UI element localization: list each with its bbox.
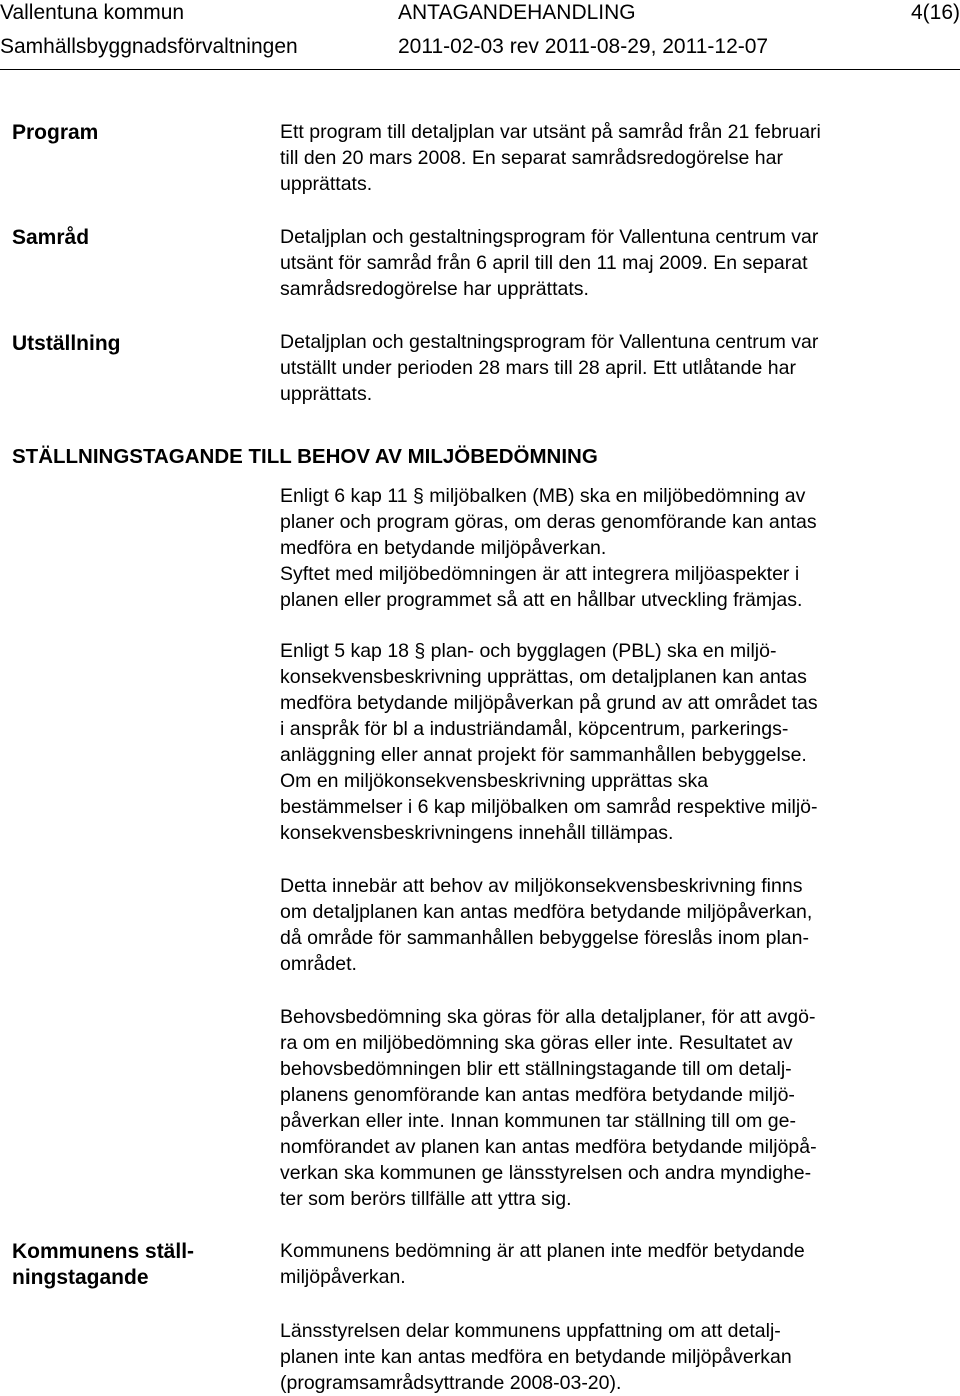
header-page-number: 4(16) <box>910 1 960 24</box>
section-heading: STÄLLNINGSTAGANDE TILL BEHOV AV MILJÖBEDÖMNING <box>12 445 598 468</box>
header-divider <box>0 69 960 70</box>
municipality-position-paragraph-2: Länsstyrelsen delar kommunens uppfattning om att detalj- planen inte kan antas medföra en betydande miljöpåverkan (programsamrådsyttrande 2008-03-20). <box>280 1320 792 1394</box>
header-dates: 2011-02-03 rev 2011-08-29, 2011-12-07 <box>398 35 769 58</box>
utstallning-text: Detaljplan och gestaltningsprogram för Vallentuna centrum var utställt under perioden 28 mars till 28 april. Ett utlåtande har upprättats. <box>280 331 819 405</box>
program-text: Ett program till detaljplan var utsänt på samråd från 21 februari till den 20 mars 2008. En separat samrådsredogörelse har upprättats. <box>280 121 821 195</box>
assessment-paragraph-3: Detta innebär att behov av miljökonsekvensbeskrivning finns om detaljplanen kan antas medföra betydande miljöpåverkan, då område för sammanhållen bebyggelse föreslås inom plan- området. <box>280 875 813 975</box>
header-department: Samhällsbyggnadsförvaltningen <box>0 35 298 58</box>
assessment-paragraph-1: Enligt 6 kap 11 § miljöbalken (MB) ska en miljöbedömning av planer och program göras, om deras genomförande kan antas medföra en betydande miljöpåverkan. Syftet med miljöbedömningen är att integrera miljöaspekter i planen eller programmet så att en hållbar utveckling främjas. <box>280 485 817 611</box>
header-organization: Vallentuna kommun <box>0 1 185 24</box>
municipality-position-label: Kommunens ställ- ningstagande <box>12 1240 195 1289</box>
header-document-type: ANTAGANDEHANDLING <box>398 1 636 24</box>
program-label: Program <box>12 121 99 144</box>
utstallning-label: Utställning <box>12 332 121 355</box>
municipality-position-paragraph-1: Kommunens bedömning är att planen inte medför betydande miljöpåverkan. <box>280 1240 805 1288</box>
samrad-text: Detaljplan och gestaltningsprogram för Vallentuna centrum var utsänt för samråd från 6 april till den 11 maj 2009. En separat samrådsredogörelse har upprättats. <box>280 226 819 300</box>
assessment-paragraph-4: Behovsbedömning ska göras för alla detaljplaner, för att avgö- ra om en miljöbedömning ska göras eller inte. Resultatet av behovsbedömningen blir ett ställningstagande till om detalj- planens genomförande kan antas medföra betydande miljö- påverkan eller inte. Innan kommunen tar ställning till om ge- nomförandet av planen kan antas medföra betydande miljöpå- verkan ska kommunen ge länsstyrelsen och andra myndighe- ter som berörs tillfälle att yttra sig. <box>280 1006 817 1210</box>
samrad-label: Samråd <box>12 226 90 249</box>
assessment-paragraph-2: Enligt 5 kap 18 § plan- och bygglagen (PBL) ska en miljö- konsekvensbeskrivning upprättas, om detaljplanen kan antas medföra betydande miljöpåverkan på grund av att området tas i anspråk för bl a industriändamål, köpcentrum, parkerings- anläggning eller annat projekt för sammanhållen bebyggelse. Om en miljökonsekvensbeskrivning upprättas ska bestämmelser i 6 kap miljöbalken om samråd respektive miljö- konsekvensbeskrivningens innehåll tillämpas. <box>280 640 818 844</box>
